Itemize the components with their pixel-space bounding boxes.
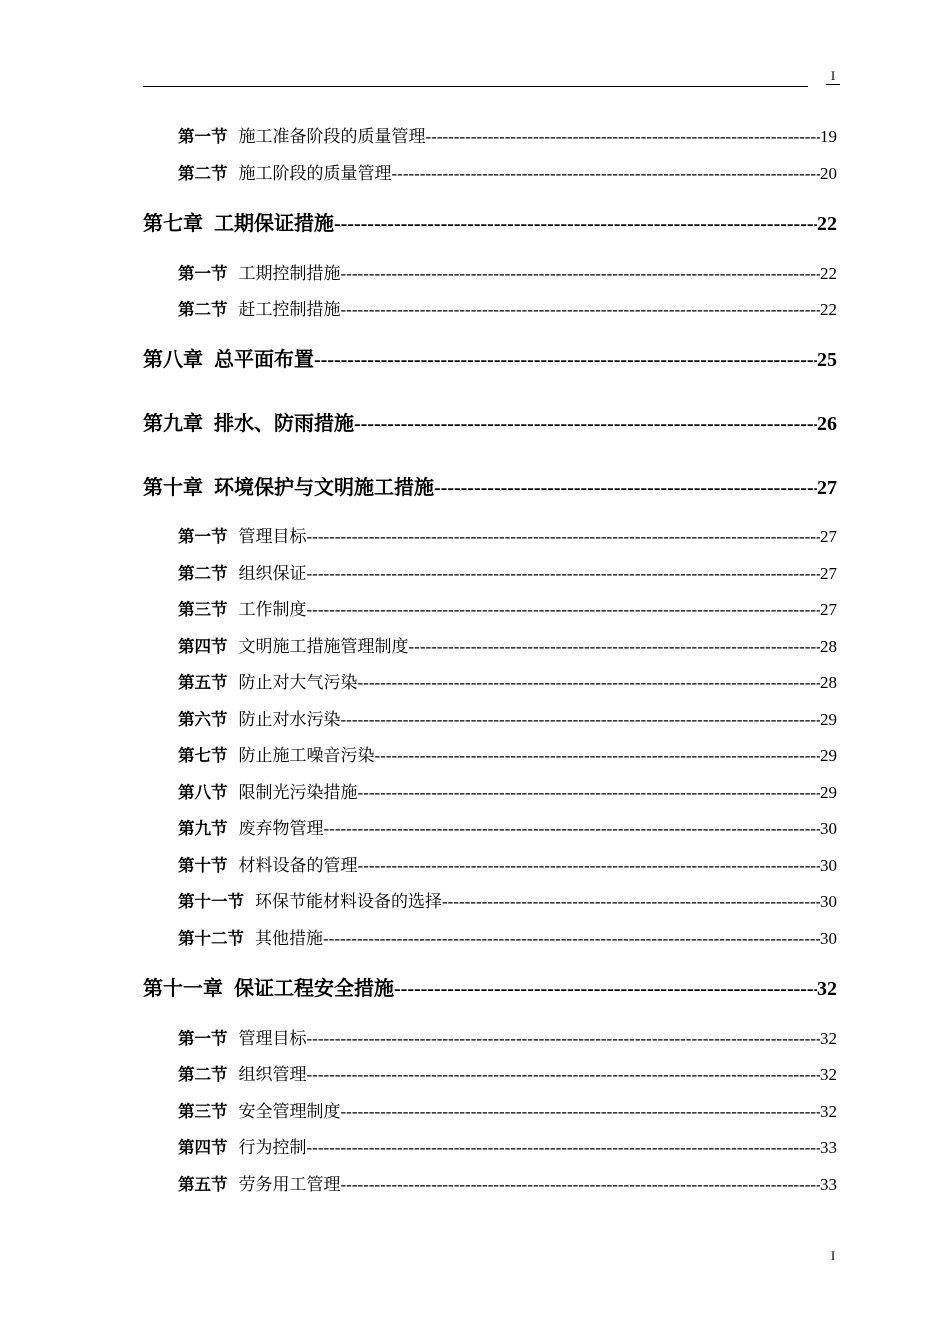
- toc-leader: [434, 475, 817, 501]
- toc-page-number: 32: [820, 1102, 837, 1121]
- toc-page-number: 27: [820, 600, 837, 619]
- toc-entry-section[interactable]: [178, 745, 837, 767]
- toc-page-number: 30: [820, 929, 837, 948]
- toc-title: 施工阶段的质量管理: [238, 164, 392, 184]
- toc-title: 管理目标: [238, 527, 307, 547]
- toc-page-number: 22: [820, 300, 837, 319]
- toc-title: 工期控制措施: [238, 264, 341, 284]
- toc-leader: [307, 1028, 821, 1050]
- toc-leader: [323, 928, 820, 950]
- toc-title: 赶工控制措施: [238, 300, 341, 320]
- toc-title: 组织保证: [238, 564, 307, 584]
- toc-page-number: 22: [817, 213, 837, 235]
- toc-leader: [375, 745, 821, 767]
- toc-page-number: 28: [820, 637, 837, 656]
- toc-title: 其他措施: [255, 929, 323, 949]
- toc-entry-section[interactable]: [178, 563, 837, 585]
- toc-title: 材料设备的管理: [238, 856, 358, 876]
- toc-number: 第十二节: [178, 929, 244, 948]
- toc-number: 第六节: [178, 710, 228, 729]
- toc-page-number: 19: [820, 127, 837, 146]
- toc-leader: [392, 163, 821, 185]
- footer-page-number: I: [830, 1248, 836, 1263]
- toc-entry-section[interactable]: [178, 1101, 837, 1123]
- toc-leader: [307, 563, 821, 585]
- toc-entry-section[interactable]: [178, 636, 837, 658]
- toc-leader: [426, 126, 821, 148]
- toc-entry-chapter[interactable]: [143, 210, 837, 237]
- toc-number: 第三节: [178, 1102, 228, 1121]
- toc-title: 防止施工噪音污染: [238, 746, 375, 766]
- toc-number: 第八节: [178, 783, 228, 802]
- toc-title: 劳务用工管理: [238, 1175, 341, 1195]
- toc-leader: [307, 1064, 821, 1086]
- toc-entry-section[interactable]: [178, 163, 837, 185]
- toc-page-number: 32: [820, 1065, 837, 1084]
- toc-number: 第五节: [178, 673, 228, 692]
- toc-page-number: 28: [820, 673, 837, 692]
- toc-title: 废弃物管理: [238, 819, 324, 839]
- toc-number: 第十一节: [178, 892, 244, 911]
- toc-page-number: 30: [820, 892, 837, 911]
- toc-number: 第七章: [143, 211, 203, 235]
- toc-page-number: 32: [820, 1029, 837, 1048]
- toc-page-number: 20: [820, 164, 837, 183]
- toc-page-number: 29: [820, 783, 837, 802]
- toc-number: 第二节: [178, 1065, 228, 1084]
- toc-leader: [341, 1174, 821, 1196]
- toc-number: 第一节: [178, 264, 228, 283]
- toc-entry-chapter[interactable]: [143, 975, 837, 1002]
- toc-leader: [442, 891, 820, 913]
- toc-entry-section[interactable]: [178, 599, 837, 621]
- toc-entry-section[interactable]: [178, 891, 837, 913]
- toc-page-number: 30: [820, 856, 837, 875]
- toc-leader: [334, 211, 817, 237]
- toc-number: 第二节: [178, 564, 228, 583]
- toc-leader: [358, 672, 821, 694]
- toc-title: 施工准备阶段的质量管理: [238, 127, 426, 147]
- toc-leader: [394, 976, 817, 1002]
- toc-entry-section[interactable]: [178, 818, 837, 840]
- toc-title: 环保节能材料设备的选择: [255, 892, 442, 912]
- toc-entry-section[interactable]: [178, 672, 837, 694]
- header-rule: [143, 86, 808, 87]
- toc-number: 第九章: [143, 411, 203, 435]
- toc-page-number: 29: [820, 746, 837, 765]
- toc-entry-chapter[interactable]: [143, 346, 837, 373]
- toc-title: 组织管理: [238, 1065, 307, 1085]
- toc-page-number: 29: [820, 710, 837, 729]
- toc-title: 保证工程安全措施: [234, 976, 394, 1000]
- toc-number: 第九节: [178, 819, 228, 838]
- toc-leader: [307, 1137, 821, 1159]
- toc-page-number: 26: [817, 413, 837, 435]
- toc-number: 第八章: [143, 347, 203, 371]
- toc-leader: [409, 636, 821, 658]
- toc-title: 工作制度: [238, 600, 307, 620]
- toc-entry-section[interactable]: [178, 263, 837, 285]
- toc-leader: [307, 599, 821, 621]
- toc-title: 文明施工措施管理制度: [238, 637, 409, 657]
- toc-page-number: 22: [820, 264, 837, 283]
- toc-entry-section[interactable]: [178, 855, 837, 877]
- toc-title: 防止对大气污染: [238, 673, 358, 693]
- toc-number: 第三节: [178, 600, 228, 619]
- toc-number: 第一节: [178, 1029, 228, 1048]
- toc-number: 第二节: [178, 164, 228, 183]
- toc-entry-section[interactable]: [178, 1174, 837, 1196]
- toc-entry-section[interactable]: [178, 928, 837, 950]
- toc-entry-chapter[interactable]: [143, 410, 837, 437]
- toc-entry-section[interactable]: [178, 782, 837, 804]
- toc-leader: [354, 411, 817, 437]
- toc-leader: [341, 299, 821, 321]
- toc-page-number: 33: [820, 1175, 837, 1194]
- toc-title: 总平面布置: [214, 347, 314, 371]
- toc-number: 第七节: [178, 746, 228, 765]
- toc-page-number: 27: [820, 527, 837, 546]
- toc-title: 排水、防雨措施: [214, 411, 354, 435]
- toc-title: 行为控制: [238, 1138, 307, 1158]
- toc-leader: [341, 263, 821, 285]
- toc-title: 环境保护与文明施工措施: [214, 475, 434, 499]
- toc-entry-chapter[interactable]: [143, 474, 837, 501]
- toc-leader: [314, 347, 817, 373]
- toc-title: 防止对水污染: [238, 710, 341, 730]
- toc-entry-section[interactable]: [178, 126, 837, 148]
- toc-page-number: 27: [820, 564, 837, 583]
- toc-page-number: 30: [820, 819, 837, 838]
- toc-title: 限制光污染措施: [238, 783, 358, 803]
- toc-number: 第一节: [178, 127, 228, 146]
- toc-leader: [324, 818, 821, 840]
- toc-entry-section[interactable]: [178, 1137, 837, 1159]
- toc-entry-section[interactable]: [178, 299, 837, 321]
- toc-number: 第二节: [178, 300, 228, 319]
- toc-page-number: 27: [817, 477, 837, 499]
- toc-leader: [341, 1101, 821, 1123]
- toc-page-number: 32: [817, 978, 837, 1000]
- toc-number: 第十一章: [143, 976, 223, 1000]
- toc-number: 第五节: [178, 1175, 228, 1194]
- toc-page-number: 33: [820, 1138, 837, 1157]
- toc-page-number: 25: [817, 349, 837, 371]
- toc-entry-section[interactable]: [178, 1028, 837, 1050]
- toc-leader: [341, 709, 821, 731]
- toc-entry-section[interactable]: [178, 709, 837, 731]
- toc-title: 工期保证措施: [214, 211, 334, 235]
- toc-number: 第四节: [178, 637, 228, 656]
- header-page-number: I: [826, 68, 840, 85]
- toc-number: 第十节: [178, 856, 228, 875]
- toc-number: 第四节: [178, 1138, 228, 1157]
- toc-leader: [307, 526, 821, 548]
- toc-title: 管理目标: [238, 1029, 307, 1049]
- toc-leader: [358, 855, 821, 877]
- toc-entry-section[interactable]: [178, 1064, 837, 1086]
- toc-entry-section[interactable]: [178, 526, 837, 548]
- toc-leader: [358, 782, 821, 804]
- toc-number: 第十章: [143, 475, 203, 499]
- toc-number: 第一节: [178, 527, 228, 546]
- toc-title: 安全管理制度: [238, 1102, 341, 1122]
